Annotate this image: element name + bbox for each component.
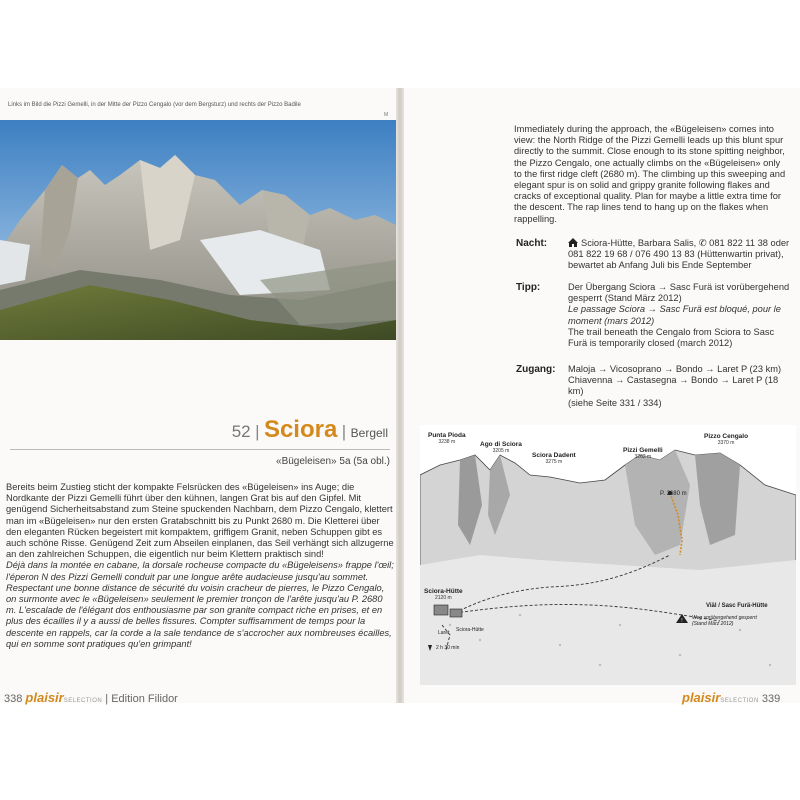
page-number-left: 338 <box>4 693 23 705</box>
route-description <box>6 482 394 650</box>
zugang-line-1: Maloja → Vicosoprano → Bondo → Laret P (23 km) <box>568 364 782 374</box>
heading-separator-2: | <box>341 422 347 441</box>
brand-selection-right: SELECTION <box>720 698 759 704</box>
label-laret: Laret <box>438 630 450 636</box>
label-punta-pioda: Punta Pioda 3238 m <box>428 432 466 445</box>
brand-selection: SELECTION <box>63 698 103 704</box>
zugang-label: Zugang: <box>516 364 556 375</box>
zugang-line-2: Chiavenna → Castasegna → Bondo → Laret P (18 km) <box>568 375 779 397</box>
label-ago-di-sciora: Ago di Sciora 3205 m <box>480 441 522 454</box>
caption-mark: M <box>384 112 389 118</box>
route-heading <box>0 416 388 444</box>
nacht-row <box>516 238 796 274</box>
description-french: Déjà dans la montée en cabane, la dorsale rocheuse compacte du «Bügeleisens» frappe l'œil; l'éperon N des Pizzi Gemelli conduit par une longue arête audacieuse jusqu'au sommet. Respectant une bonne distance de sécurité du voisin cracheur de pierres, le Pizzo Cengalo, on surmonte avec le «Bügeleisen» seulement le premier tronçon de l'arête jusqu'au P. 2680 m. L'escalade de l'élégant dos enthousiasme par son granite compact riche en prises, et en plus des écailles il y a aussi de belles fissures. Compter suffisamment de temps pour la descente en rappels, car la corde a la sale tendance de s'accrocher aux nombreuses écailles, qui en somme sont pratiques qu'en grimpant! <box>6 560 394 649</box>
label-sciora-dadent: Sciora Dadent 3275 m <box>532 452 576 465</box>
label-vial: Viäl / Sasc Furä-Hütte <box>706 603 768 609</box>
label-pizzo-cengalo: Pizzo Cengalo 3370 m <box>704 433 749 446</box>
heading-separator: | <box>255 422 260 441</box>
nacht-text: Sciora-Hütte, Barbara Salis, ✆ 081 822 11 38 oder 081 822 19 68 / 076 490 13 83 (Hüttenwartin privat), bewartet ab Anfang Juli bis Ende September <box>568 238 790 271</box>
label-pizzi-gemelli: Pizzi Gemelli 3262 m <box>623 447 663 460</box>
publisher: | Edition Filidor <box>105 693 178 705</box>
footer-right <box>682 690 780 705</box>
label-point-2680: P. 2680 m <box>660 491 687 497</box>
zugang-row <box>516 364 796 408</box>
mountain-photo <box>0 120 396 340</box>
zugang-line-3: (siehe Seite 331 / 334) <box>568 397 662 408</box>
svg-text:!: ! <box>681 618 683 624</box>
label-trail-closed: Weg vorübergehend gesperrt (Stand März 2012) <box>692 615 757 627</box>
label-hut-small: Sciora-Hütte <box>456 627 484 633</box>
hut-icon <box>568 238 578 247</box>
description-german: Bereits beim Zustieg sticht der kompakte Felsrücken des «Bügeleisen» ins Auge; die Nordkante der Pizzi Gemelli führt über den kühnen, langen Grat bis auf den Gipfel. Mit genügend Sicherheitsabstand zum Steine spuckenden Nachbarn, dem Pizzo Cengalo, klettert man im «Bügeleisen» nur den ersten Gratabschnitt bis zu Punkt 2680 m. Die Kletterei über den eleganten Rücken begeistert mit kompaktem, griffigem Granit, neben Schuppen gibt es auch schöne Risse. Genügend Zeit zum Abseilen einplanen, das Seil verhängt sich allzugerne an den zahlreichen Schuppen, die eigentlich nur beim Klettern praktisch sind! <box>6 482 394 560</box>
footer-left <box>4 690 178 705</box>
tipp-english: The trail beneath the Cengalo from Sciora to Sasc Furä is temporarily closed (march 2012) <box>568 326 775 349</box>
tipp-row <box>516 282 796 350</box>
page-number-right: 339 <box>761 693 781 705</box>
label-time: 2 h 30 min <box>436 645 460 651</box>
route-grade: «Bügeleisen» 5a (5a obl.) <box>276 456 390 467</box>
nacht-label: Nacht: <box>516 238 548 249</box>
topo-diagram <box>420 425 796 685</box>
photo-caption: Links im Bild die Pizzi Gemelli, in der Mitte der Pizzo Cengalo (vor dem Bergsturz) und rechts der Pizzo Badile <box>8 102 301 108</box>
brand-logo: plaisir <box>25 690 64 705</box>
tipp-label: Tipp: <box>516 282 541 293</box>
route-area: Bergell <box>350 426 388 440</box>
tipp-german: Der Übergang Sciora → Sasc Furä ist vorübergehend gesperrt (Stand März 2012) <box>568 282 790 304</box>
route-number: 52 <box>231 422 251 441</box>
label-sciora-hut: Sciora-Hütte 2120 m <box>424 588 463 601</box>
heading-rule <box>10 449 390 450</box>
tipp-french: Le passage Sciora → Sasc Furä est bloqué, pour le moment (mars 2012) <box>568 304 781 326</box>
book-gutter <box>396 88 404 703</box>
route-name: Sciora <box>263 416 338 443</box>
brand-logo-right: plaisir <box>682 690 721 705</box>
intro-english: Immediately during the approach, the «Bügeleisen» comes into view: the North Ridge of the Pizzi Gemelli leads up this blunt spur directly to the summit. Close enough to its stone spitting neighbor, the Pizzo Cengalo, one actually climbs on the «Bügeleisen» only to the first ridge cleft (2680 m). The climbing up this sweeping and elegant spur is on solid and grippy granite following flakes and cracks of exceptional quality. Plan for maybe a little extra time for the descent. The rap lines tend to hang up on the flakes when rappelling. <box>514 124 786 224</box>
